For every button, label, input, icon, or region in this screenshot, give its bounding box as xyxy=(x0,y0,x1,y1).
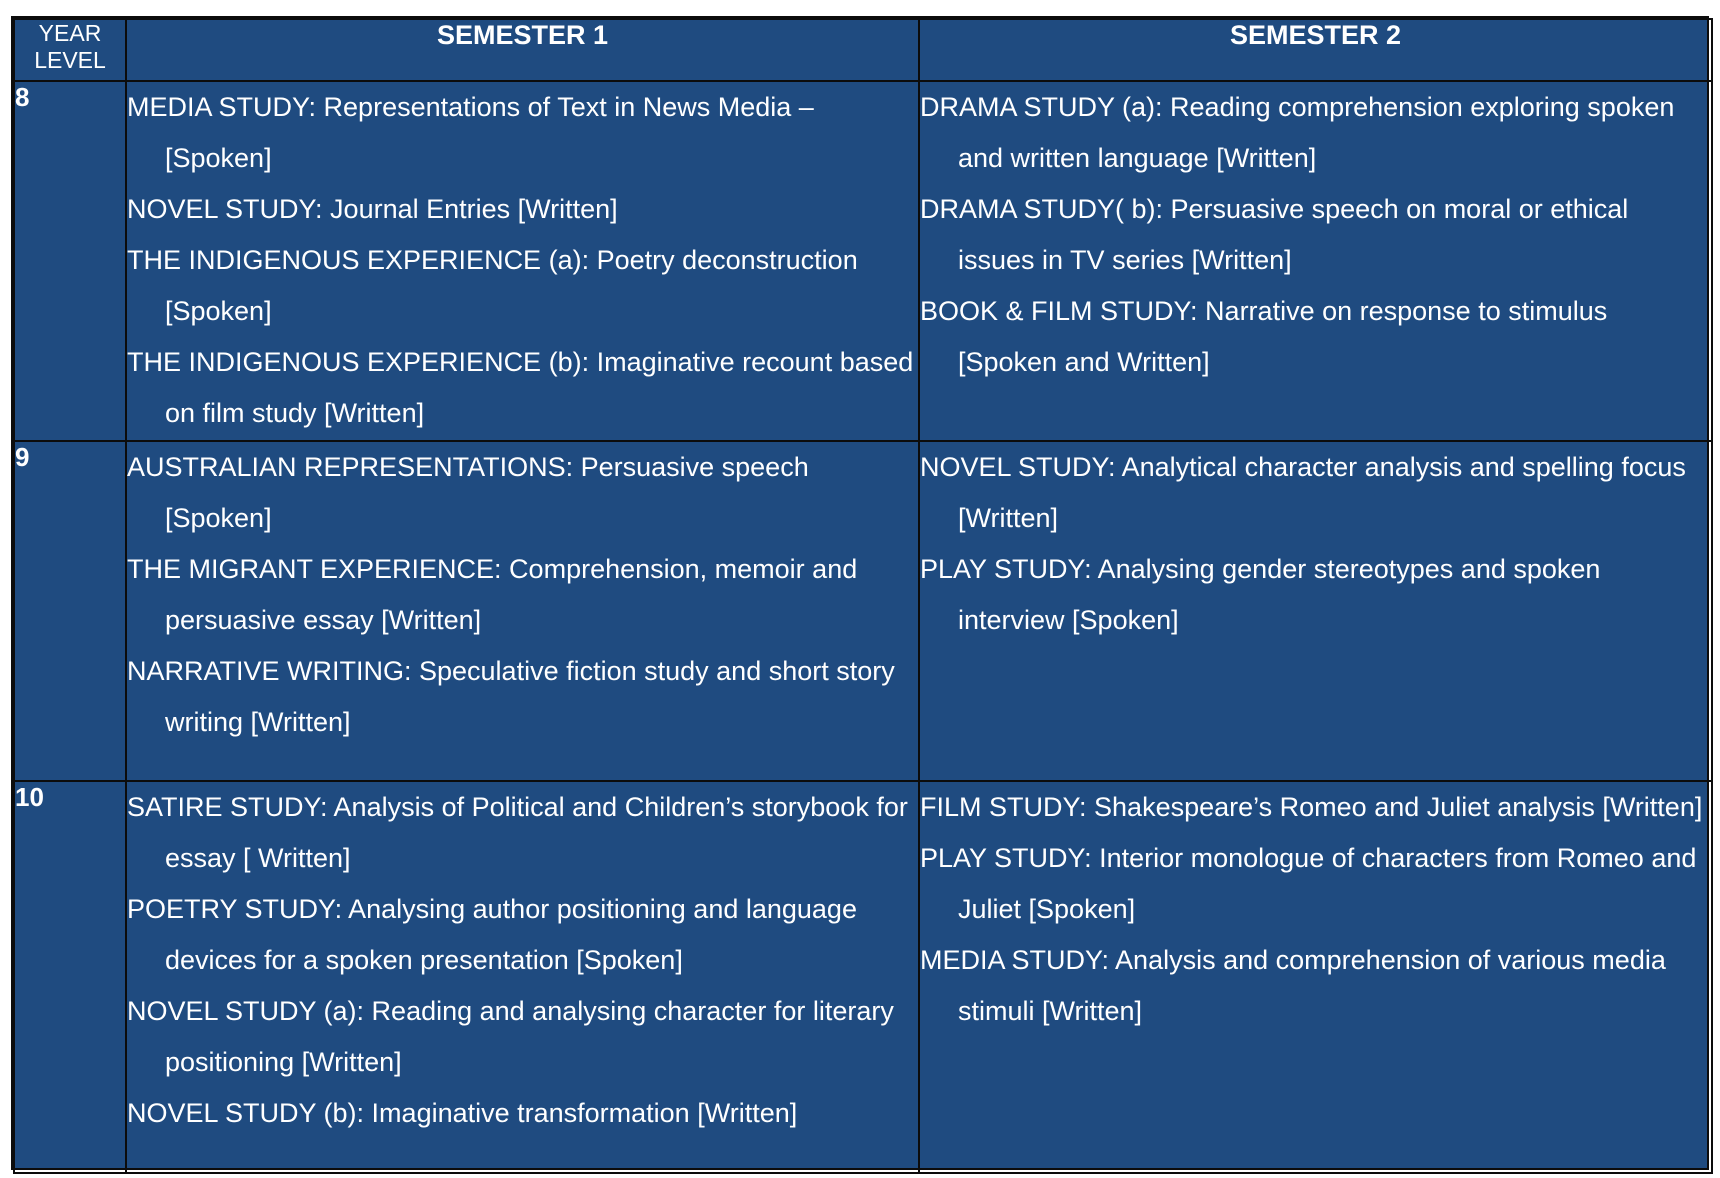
table-row xyxy=(14,781,1712,1173)
semester-1-cell xyxy=(126,781,919,1173)
unit-item: NARRATIVE WRITING: Speculative fiction study and short story writing [Written] xyxy=(127,656,895,737)
unit-item: MEDIA STUDY: Representations of Text in News Media – [Spoken] xyxy=(127,92,814,173)
unit-item: NOVEL STUDY (b): Imaginative transformation [Written] xyxy=(127,1098,798,1128)
table-header-row xyxy=(14,19,1712,81)
semester-1-cell xyxy=(126,81,919,441)
unit-list xyxy=(127,442,918,748)
semester-2-cell xyxy=(919,441,1712,781)
unit-item: AUSTRALIAN REPRESENTATIONS: Persuasive speech [Spoken] xyxy=(127,452,809,533)
unit-item: PLAY STUDY: Analysing gender stereotypes and spoken interview [Spoken] xyxy=(920,554,1601,635)
year-level-header-line-1: YEAR xyxy=(38,20,102,46)
unit-list xyxy=(127,82,918,439)
year-level-header xyxy=(14,19,126,81)
unit-item: THE INDIGENOUS EXPERIENCE (b): Imaginative recount based on film study [Written] xyxy=(127,347,914,428)
year-level-header-line-2: LEVEL xyxy=(34,47,106,73)
unit-list xyxy=(127,782,918,1139)
unit-list xyxy=(920,442,1711,646)
unit-list xyxy=(920,782,1711,1037)
semester-1-cell xyxy=(126,441,919,781)
unit-item: POETRY STUDY: Analysing author positioning and language devices for a spoken presentation [Spoken] xyxy=(127,894,857,975)
year-level-cell: 9 xyxy=(14,441,126,781)
unit-item: DRAMA STUDY( b): Persuasive speech on moral or ethical issues in TV series [Written] xyxy=(920,194,1629,275)
semester-1-header: SEMESTER 1 xyxy=(126,19,919,81)
unit-item: PLAY STUDY: Interior monologue of characters from Romeo and Juliet [Spoken] xyxy=(920,843,1697,924)
unit-item: BOOK & FILM STUDY: Narrative on response to stimulus [Spoken and Written] xyxy=(920,296,1608,377)
unit-item: DRAMA STUDY (a): Reading comprehension exploring spoken and written language [Written] xyxy=(920,92,1675,173)
semester-2-header: SEMESTER 2 xyxy=(919,19,1712,81)
unit-item: THE MIGRANT EXPERIENCE: Comprehension, memoir and persuasive essay [Written] xyxy=(127,554,858,635)
year-level-cell: 8 xyxy=(14,81,126,441)
unit-item: THE INDIGENOUS EXPERIENCE (a): Poetry deconstruction [Spoken] xyxy=(127,245,858,326)
unit-item: NOVEL STUDY (a): Reading and analysing character for literary positioning [Written] xyxy=(127,996,894,1077)
semester-2-cell xyxy=(919,81,1712,441)
unit-item: NOVEL STUDY: Journal Entries [Written] xyxy=(127,194,618,224)
unit-item: MEDIA STUDY: Analysis and comprehension of various media stimuli [Written] xyxy=(920,945,1666,1026)
unit-item: SATIRE STUDY: Analysis of Political and Children’s storybook for essay [ Written] xyxy=(127,792,908,873)
year-level-cell: 10 xyxy=(14,781,126,1173)
table-row xyxy=(14,81,1712,441)
table-row xyxy=(14,441,1712,781)
curriculum-table-frame xyxy=(11,16,1709,1170)
unit-item: NOVEL STUDY: Analytical character analysis and spelling focus [Written] xyxy=(920,452,1686,533)
unit-item: FILM STUDY: Shakespeare’s Romeo and Juliet analysis [Written] xyxy=(920,792,1703,822)
curriculum-table xyxy=(13,18,1713,1174)
unit-list xyxy=(920,82,1711,388)
semester-2-cell xyxy=(919,781,1712,1173)
